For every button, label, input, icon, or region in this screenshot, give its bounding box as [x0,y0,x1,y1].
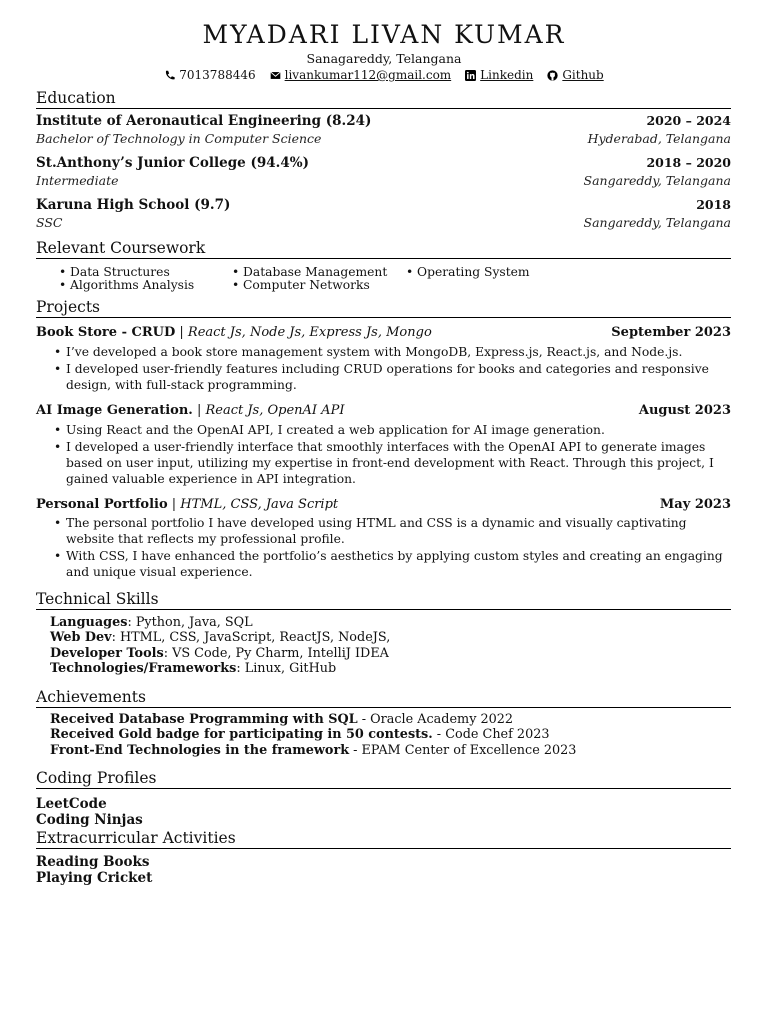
linkedin-link[interactable]: Linkedin [480,68,534,82]
skill-line [50,615,253,630]
project-bullet: • Using React and the OpenAI API, I created a web application for AI image generation. [52,422,730,438]
education-detail [36,215,731,230]
project-tech: React Js, OpenAI API [205,403,345,418]
skill-value: : Python, Java, SQL [127,615,253,630]
skill-key: Languages [50,615,128,630]
coursework-heading: Relevant Coursework [36,239,731,259]
project-tech: React Js, Node Js, Express Js, Mongo [187,325,432,340]
education-entry [36,155,731,171]
project-bullet: • The personal portfolio I have developed using HTML and CSS is a dynamic and visually captivating website that reflects my professional profile. [52,515,730,547]
email-link[interactable]: livankumar112@gmail.com [284,68,452,82]
project-bullet: • I developed a user-friendly interface that smoothly interfaces with the OpenAI API to generate images based on user input, utilizing my expertise in front-end development with React. Through this project, I gained valuable experience in API integration. [52,439,730,487]
coding-profiles-heading: Coding Profiles [36,769,731,789]
coding-profile: LeetCode [36,796,107,812]
candidate-name: MYADARI LIVAN KUMAR [202,20,566,49]
linkedin-icon [465,70,476,81]
project-name: Book Store - CRUD [36,325,176,340]
school-name: Karuna High School (9.7) [36,197,231,213]
skill-key: Technologies/Frameworks [50,661,237,676]
school-place: Sangareddy, Telangana [583,215,731,230]
skill-line [50,630,390,645]
project-date: August 2023 [638,403,731,418]
project-tech: HTML, CSS, Java Script [180,497,339,512]
github-icon [547,70,558,81]
linkedin-contact[interactable] [465,68,533,82]
skill-value: : HTML, CSS, JavaScript, ReactJS, NodeJS, [111,630,391,645]
degree: Bachelor of Technology in Computer Science [36,131,322,146]
degree: SSC [36,215,63,230]
coursework-item: • Operating System [405,265,530,279]
achievement-title: Front-End Technologies in the framework [50,743,350,758]
skill-value: : Linux, GitHub [236,661,337,676]
project-header: Personal Portfolio | HTML, CSS, Java Script May 2023 [36,497,731,512]
coursework-item: • Computer Networks [231,278,370,292]
skill-value: : VS Code, Py Charm, IntelliJ IDEA [163,646,389,661]
phone-number: 7013788446 [179,68,256,82]
achievement-title: Received Gold badge for participating in 50 contests. [50,727,433,742]
school-dates: 2018 – 2020 [646,155,731,170]
activity: Reading Books [36,854,150,870]
coding-profile: Coding Ninjas [36,812,143,828]
project-name: AI Image Generation. [36,403,193,418]
achievement-source: - Code Chef 2023 [432,727,550,742]
achievement-line [50,712,513,727]
education-entry [36,113,731,129]
projects-heading: Projects [36,298,731,318]
school-name: Institute of Aeronautical Engineering (8.24) [36,113,372,129]
project-header: Book Store - CRUD | React Js, Node Js, Express Js, Mongo September 2023 [36,325,731,340]
coursework-item: • Database Management [231,265,387,279]
school-place: Sangareddy, Telangana [583,173,731,188]
skill-line [50,646,389,661]
skill-key: Web Dev [50,630,112,645]
extracurricular-heading: Extracurricular Activities [36,829,731,849]
envelope-icon [270,70,281,81]
school-place: Hyderabad, Telangana [587,131,731,146]
project-name: Personal Portfolio [36,497,168,512]
project-date: May 2023 [659,497,731,512]
coursework-item: • Algorithms Analysis [58,278,194,292]
email-contact[interactable] [270,68,452,82]
achievements-heading: Achievements [36,688,731,708]
project-header: AI Image Generation. | React Js, OpenAI API August 2023 [36,403,731,418]
achievement-source: - Oracle Academy 2022 [357,712,514,727]
skill-key: Developer Tools [50,646,164,661]
github-contact[interactable] [547,68,603,82]
contact-bar [0,68,768,82]
phone-icon [164,70,175,81]
project-date: September 2023 [611,325,731,340]
skills-heading: Technical Skills [36,590,731,610]
project-bullet: • I developed user-friendly features including CRUD operations for books and categories and responsive design, with full-stack programming. [52,361,730,393]
phone-contact[interactable] [164,68,255,82]
activity: Playing Cricket [36,870,153,886]
school-dates: 2020 – 2024 [646,113,731,128]
education-heading: Education [36,89,731,109]
achievement-title: Received Database Programming with SQL [50,712,358,727]
achievement-source: - EPAM Center of Excellence 2023 [349,743,577,758]
github-link[interactable]: Github [562,68,604,82]
school-name: St.Anthony’s Junior College (94.4%) [36,155,309,171]
project-bullet: • With CSS, I have enhanced the portfolio’s aesthetics by applying custom styles and creating an engaging and unique visual experience. [52,548,730,580]
skill-line [50,661,336,676]
education-detail [36,131,731,146]
education-detail [36,173,731,188]
achievement-line [50,727,550,742]
achievement-line [50,743,576,758]
coursework-item: • Data Structures [58,265,170,279]
degree: Intermediate [36,173,119,188]
project-bullet: • I’ve developed a book store management system with MongoDB, Express.js, React.js, and Node.js. [52,344,730,360]
location: Sanagareddy, Telangana [306,51,462,66]
education-entry [36,197,731,213]
school-dates: 2018 [696,197,731,212]
